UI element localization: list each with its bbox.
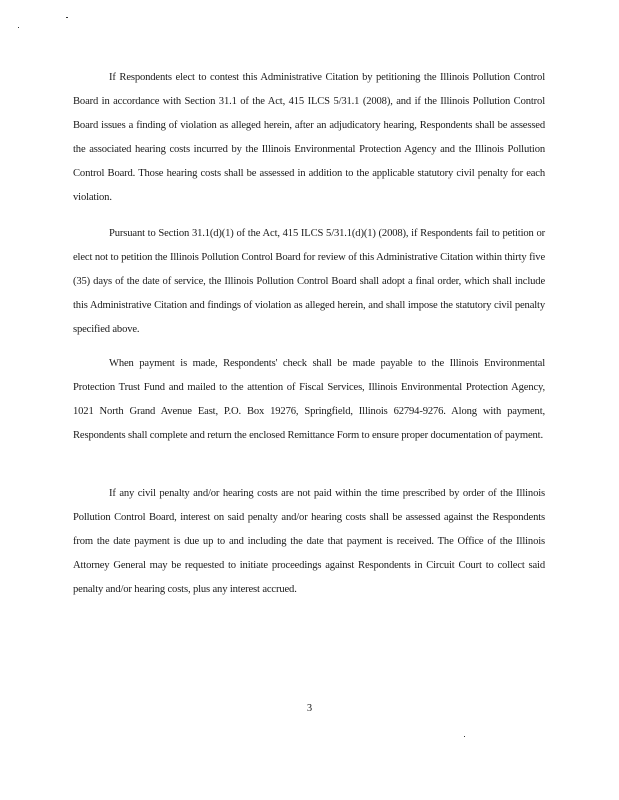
paragraph-payment-instructions: When payment is made, Respondents' check shall be made payable to the Illinois Environmental Protection Trust Fund and mailed to the attention of Fiscal Services, Illinois Environmental Protection Agency, 1021 North Grand Avenue East, P.O. Box 19276, Springfield, Illinois 62794-9276. Along with payment, Respondents shall complete and return the enclosed Remittance Form to ensure proper documentation of payment. [73,358,545,441]
paragraph-interest-collection: If any civil penalty and/or hearing costs are not paid within the time prescribed by order of the Illinois Pollution Control Board, interest on said penalty and/or hearing costs shall be assessed against the Respondents from the date payment is due up to and including the date that payment is received. The Office of the Illinois Attorney General may be requested to initiate proceedings against Respondents in Circuit Court to collect said penalty and/or hearing costs, plus any interest accrued. [73,488,545,595]
scan-speck [464,736,465,737]
scan-speck [66,17,68,18]
paragraph-final-order: Pursuant to Section 31.1(d)(1) of the Act, 415 ILCS 5/31.1(d)(1) (2008), if Respondents fail to petition or elect not to petition the Illinois Pollution Control Board for review of this Administrative Citation within thirty five (35) days of the date of service, the Illinois Pollution Control Board shall adopt a final order, which shall include this Administrative Citation and findings of violation as alleged herein, and shall impose the statutory civil penalty specified above. [73,228,545,335]
scan-speck [18,27,19,28]
paragraph-hearing-costs: If Respondents elect to contest this Administrative Citation by petitioning the Illinois Pollution Control Board in accordance with Section 31.1 of the Act, 415 ILCS 5/31.1 (2008), and if the Illinois Pollution Control Board issues a finding of violation as alleged herein, after an adjudicatory hearing, Respondents shall be assessed the associated hearing costs incurred by the Illinois Environmental Protection Agency and the Illinois Pollution Control Board. Those hearing costs shall be assessed in addition to the applicable statutory civil penalty for each violation. [73,72,545,203]
page-number: 3 [306,703,313,714]
